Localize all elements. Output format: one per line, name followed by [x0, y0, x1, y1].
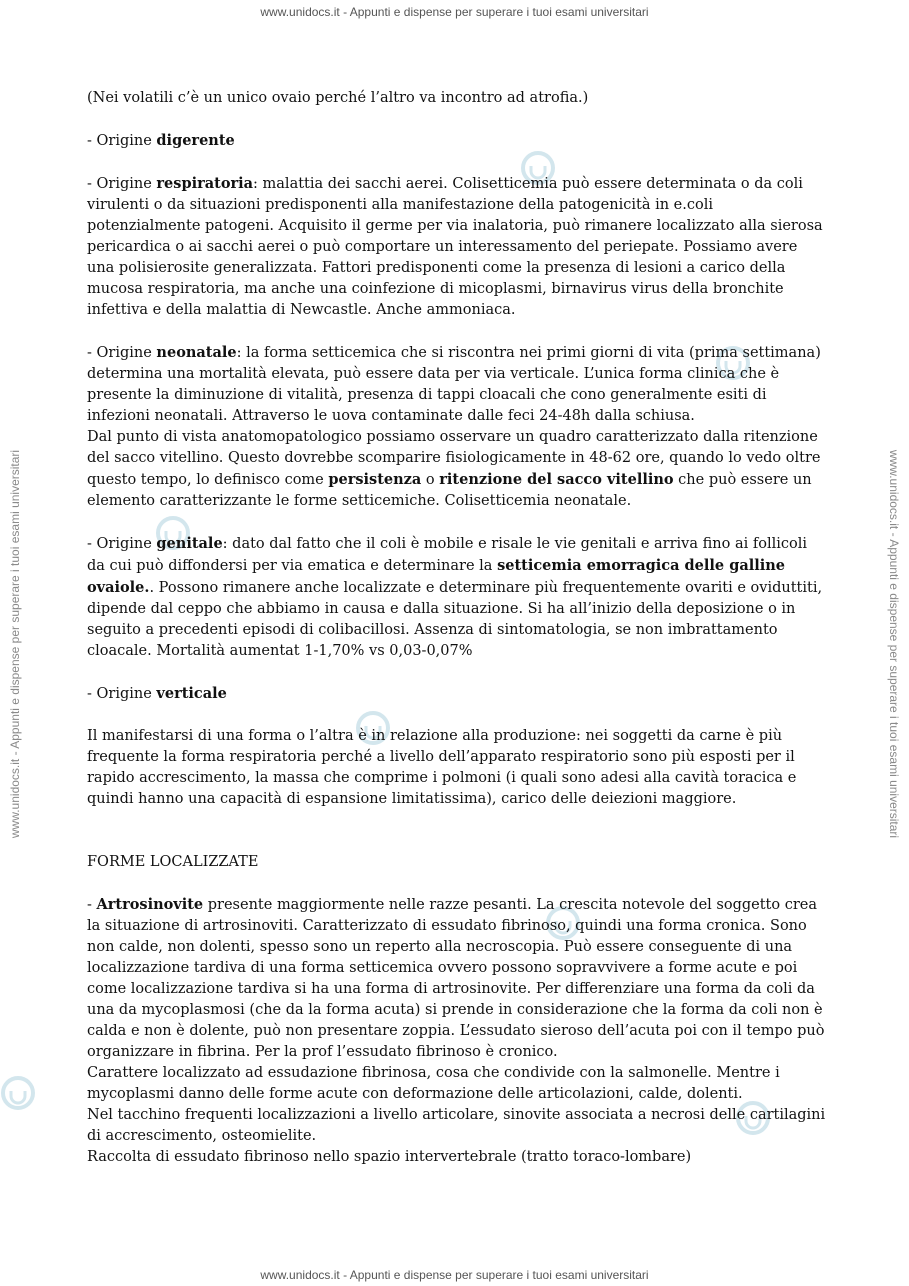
paragraph-anatomopatologico: Dal punto di vista anatomopatologico possiamo osservare un quadro caratterizzato dalla ritenzione del sacco vitellino. Questo dovrebbe scomparire fisiologicamente in 48-62 ore, quando lo vedo oltre questo tempo, lo definisco come persistenza o ritenzione del sacco vitellino che può essere un elemento caratterizzante le forme setticemiche. Colisetticemia neonatale.	[87, 429, 821, 509]
term-neonatale: neonatale	[156, 344, 237, 361]
term-verticale: verticale	[156, 685, 227, 702]
paragraph-artrosinovite: - Artrosinovite presente maggiormente nelle razze pesanti. La crescita notevole del soggetto crea la situazione di artrosinoviti. Caratterizzato di essudato fibrinoso, quindi una forma cronica. Sono non calde, non dolenti, spesso sono un reperto alla necroscopia. Può essere conseguente di una localizzazione tardiva di una forma setticemica ovvero possono sopravvivere a forme acute e poi come localizzazione tardiva si ha una forma di artrosinovite. Per differenziare una forma da coli da una da mycoplasmosi (che da la forma acuta) si prende in considerazione che la forma da coli non è calda e non è dolente, può non presentare zoppia. L’essudato sieroso dell’acuta poi con il tempo può organizzare in fibrina. Per la prof l’essudato fibrinoso è cronico.	[87, 896, 825, 1060]
section-heading: FORME LOCALIZZATE	[87, 854, 259, 870]
paragraph-origine-genitale: - Origine genitale: dato dal fatto che il coli è mobile e risale le vie genitali e arriva fino ai follicoli da cui può diffondersi per via ematica e determinare la setticemia emorragica delle galline ovaiole.. Possono rimanere anche localizzate e determinare più frequentemente ovariti e oviduttiti, dipende dal ceppo che abbiamo in causa e dalla situazione. Si ha all’inizio della deposizione o in seguito a precedenti episodi di colibacillosi. Assenza di sintomatologia, se non imbrattamento cloacale. Mortalità aumentat 1-1,70% vs 0,03-0,07%	[87, 535, 823, 659]
watermark-header: www.unidocs.it - Appunti e dispense per superare i tuoi esami universitari	[260, 5, 649, 19]
term-artrosinovite: Artrosinovite	[96, 896, 204, 913]
watermark-footer: www.unidocs.it - Appunti e dispense per superare i tuoi esami universitari	[260, 1268, 649, 1282]
watermark-side-left: www.unidocs.it - Appunti e dispense per superare i tuoi esami universitari	[8, 449, 22, 839]
paragraph-ovaio: (Nei volatili c’è un unico ovaio perché l’altro va incontro ad atrofia.)	[87, 90, 589, 106]
unidocs-logo-icon	[0, 1075, 36, 1111]
paragraph-origine-neonatale: - Origine neonatale: la forma setticemica che si riscontra nei primi giorni di vita (prima settimana) determina una mortalità elevata, può essere data per via verticale. L’unica forma clinica che è presente la diminuzione di vitalità, presenza di tappi cloacali che cono generalmente esiti di infezioni neonatali. Attraverso le uova contaminate dalle feci 24-48h dalla schiusa.	[87, 344, 821, 424]
paragraph-manifestarsi: Il manifestarsi di una forma o l’altra è in relazione alla produzione: nei soggetti da carne è più frequente la forma respiratoria perché a livello dell’apparato respiratorio sono più esposti per il rapido accrescimento, la massa che comprime i polmoni (i quali sono adesi alla cavità toracica e quindi hanno una capacità di espansione limitatissima), carico delle deiezioni maggiore.	[87, 728, 797, 807]
term-ritenzione: ritenzione del sacco vitellino	[439, 471, 674, 488]
paragraph-raccolta-essudato: Raccolta di essudato fibrinoso nello spazio intervertebrale (tratto toraco-lombare)	[87, 1149, 692, 1165]
paragraph-origine-verticale: - Origine verticale	[87, 685, 227, 702]
paragraph-origine-respiratoria: - Origine respiratoria: malattia dei sacchi aerei. Colisetticemia può essere determinata o da coli virulenti o da situazioni predisponenti alla manifestazione della patogenicità in e.coli potenzialmente patogeni. Acquisito il germe per via inalatoria, può rimanere localizzato alla sierosa pericardica o ai sacchi aerei o può comportare un interessamento del periepate. Possiamo avere una polisierosite generalizzata. Fattori predisponenti come la presenza di lesioni a carico della mucosa respiratoria, ma anche una coinfezione di micoplasmi, birnavirus virus della bronchite infettiva e della malattia di Newcastle. Anche ammoniaca.	[87, 175, 823, 318]
watermark-side-right: www.unidocs.it - Appunti e dispense per superare i tuoi esami universitari	[887, 449, 901, 839]
term-digerente: digerente	[156, 132, 235, 149]
term-respiratoria: respiratoria	[156, 175, 254, 192]
term-genitale: genitale	[156, 535, 223, 552]
paragraph-origine-digerente: - Origine digerente	[87, 132, 235, 149]
document-body	[87, 88, 827, 1168]
term-setticemia-emorragica: setticemia emorragica delle galline ovaiole.	[87, 557, 786, 596]
paragraph-carattere-localizzato: Carattere localizzato ad essudazione fibrinosa, cosa che condivide con la salmonelle. Mentre i mycoplasmi danno delle forme acute con deformazione delle articolazioni, calde, dolenti.	[87, 1065, 780, 1102]
term-persistenza: persistenza	[328, 471, 422, 488]
paragraph-tacchino: Nel tacchino frequenti localizzazioni a livello articolare, sinovite associata a necrosi delle cartilagini di accrescimento, osteomielite.	[87, 1107, 826, 1144]
